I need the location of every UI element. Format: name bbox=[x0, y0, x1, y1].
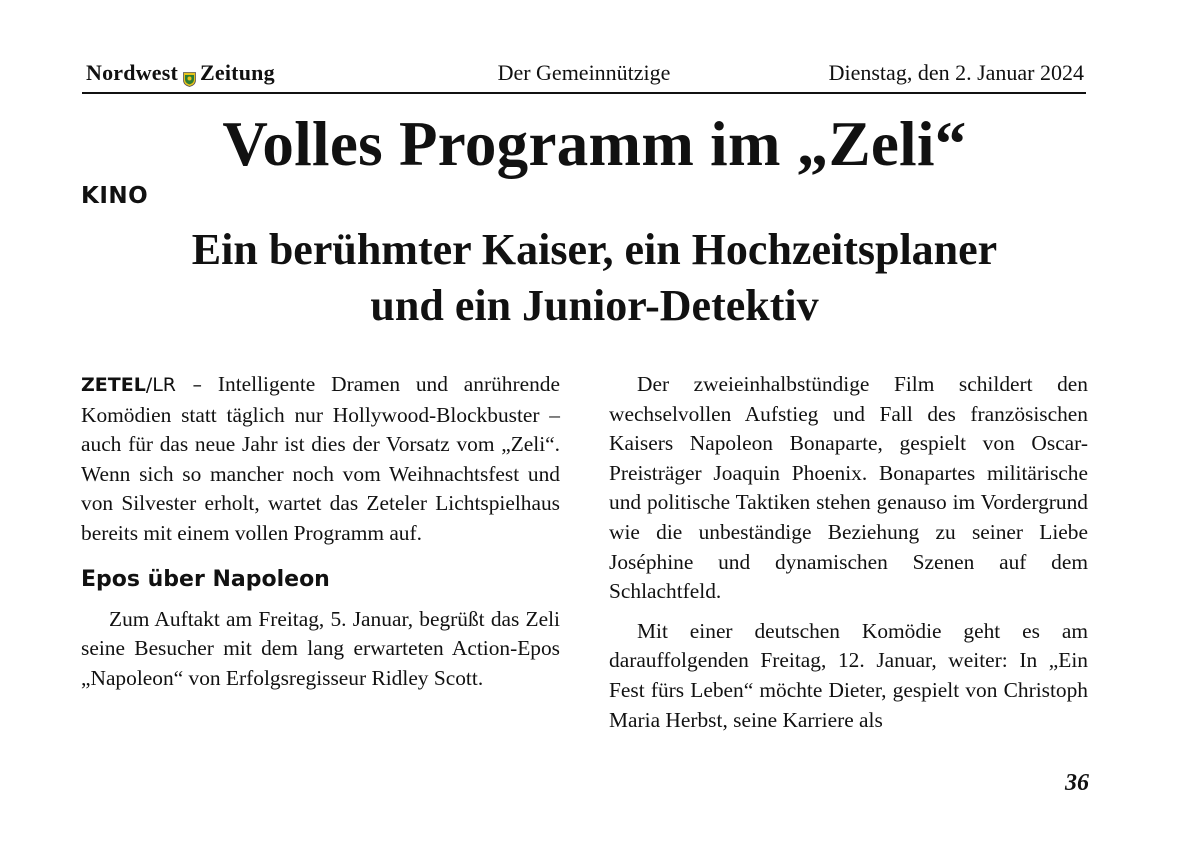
article-subtitle bbox=[0, 222, 1189, 334]
dateline-agency: /LR – bbox=[145, 374, 203, 396]
lead-text: Intelligente Dramen und anrührende Komödien statt täglich nur Hollywood-Blockbuster – auch für das neue Jahr ist dies der Vorsatz vom „Zeli“. Wenn sich so mancher noch vom Weihnachtsfest und von Silvester erholt, wartet das Zeteler Lichtspielhaus bereits mit einem vollen Programm auf. bbox=[81, 372, 560, 545]
subtitle-line-1: Ein berühmter Kaiser, ein Hochzeitsplaner bbox=[191, 225, 998, 274]
column-left bbox=[81, 370, 560, 693]
dateline-place: ZETEL bbox=[81, 374, 146, 396]
issue-date: Dienstag, den 2. Januar 2024 bbox=[828, 60, 1084, 85]
body-paragraph-2: Zum Auftakt am Freitag, 5. Januar, begrüßt das Zeli seine Besucher mit dem lang erwarteten Action-Epos „Napoleon“ von Erfolgsregisseur Ridley Scott. bbox=[81, 606, 560, 690]
crosshead: Epos über Napoleon bbox=[81, 566, 330, 592]
body-paragraph-4: Mit einer deutschen Komödie geht es am darauffolgenden Freitag, 12. Januar, weiter: In „Ein Fest fürs Leben“ möchte Dieter, gespielt von Christoph Maria Herbst, seine Karriere als bbox=[609, 618, 1088, 732]
page-header bbox=[82, 58, 1086, 94]
body-paragraph-3: Der zweieinhalbstündige Film schildert den wechselvollen Aufstieg und Fall des französischen Kaisers Napoleon Bonaparte, gespielt von Oscar-Preisträger Joaquin Phoenix. Bonapartes militärische und politische Taktiken stehen genauso im Vordergrund wie die unbeständige Beziehung zu seiner Liebe Joséphine und dynamischen Szenen auf dem Schlachtfeld. bbox=[609, 372, 1088, 604]
article-title: Volles Programm im „Zeli“ bbox=[222, 109, 967, 179]
article-kicker: KINO bbox=[81, 183, 149, 209]
brand-name-right: Zeitung bbox=[200, 60, 275, 85]
subtitle-line-2: und ein Junior-Detektiv bbox=[370, 281, 819, 330]
column-right bbox=[609, 370, 1088, 735]
section-title: Der Gemeinnützige bbox=[497, 60, 671, 85]
lead-paragraph bbox=[81, 370, 560, 549]
dateline bbox=[81, 374, 202, 396]
brand-name-left: Nordwest bbox=[86, 60, 179, 85]
page-number: 36 bbox=[1065, 770, 1089, 796]
